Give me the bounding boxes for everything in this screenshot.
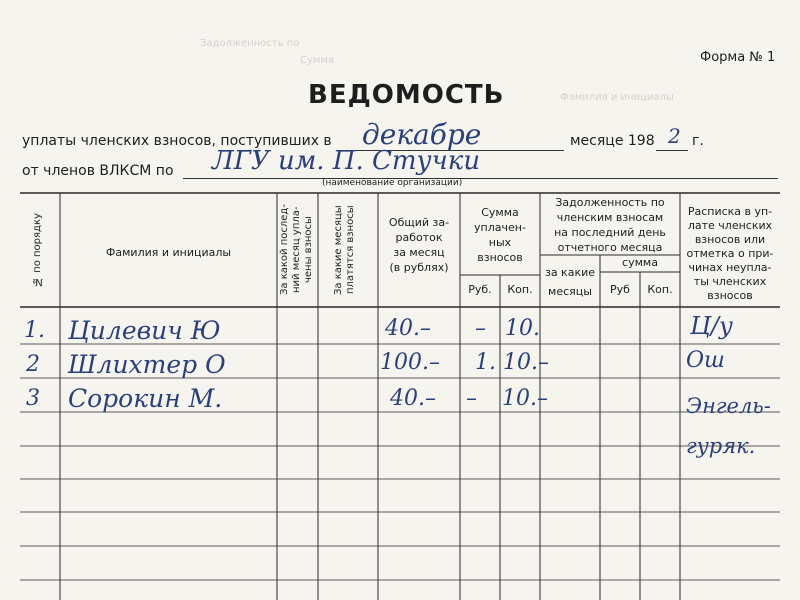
column-header-name: Фамилия и инициалы [105,246,232,259]
debt-line: на последний день [554,226,666,239]
org-handwritten: ЛГУ им. П. Стучки [212,146,481,176]
column-header-debt-months [540,265,600,299]
receipt-line: ты членских [693,275,767,288]
receipt-line: взносов или [694,233,766,246]
paid-sum-line: взносов [477,251,523,264]
receipt-line: лате членских [687,219,773,232]
row-paid-kop: 10. [505,316,540,341]
column-header-debt-sum: сумма [622,256,658,269]
row-earnings: 40.– [385,316,431,341]
row-paid-rub: – [466,386,477,411]
year-digit-handwritten: 2 [668,124,681,148]
debt-months-line: месяцы [548,285,592,298]
row-name: Сорокин М. [68,384,223,413]
debt-months-line: за какие [544,266,596,279]
form-number: Форма № 1 [700,50,776,65]
row-paid-rub: – [475,316,486,341]
bleed-through-text: Фамилия и инициалы [560,92,674,103]
column-header-debt [540,195,680,255]
earnings-line: Общий за- [388,216,450,229]
bleed-through-text: Задолженность по [200,38,300,49]
row-number: 3 [26,386,40,411]
column-header-paid-sum [460,205,540,265]
debt-line: Задолженность по [555,196,665,209]
row-earnings: 40.– [390,386,436,411]
column-header-number: № по порядку [32,213,43,287]
earnings-line: работок [395,231,443,244]
column-header-debt-kop: Коп. [647,283,673,296]
org-caption: (наименование организации) [322,178,463,188]
row-signature: Энгель-гуряк. [686,394,771,458]
line2-prefix: от членов ВЛКСМ по [22,163,174,179]
bleed-through-text: Сумма [300,55,335,66]
row-name: Цилевич Ю [68,316,221,345]
column-header-earnings [378,215,460,275]
debt-line: отчетного месяца [557,241,663,254]
earnings-line: за месяц [393,246,445,259]
paid-sum-line: уплачен- [474,221,526,234]
month-handwritten: декабре [362,118,482,151]
row-signature: Ош [686,348,725,373]
receipt-line: Расписка в уп- [687,205,773,218]
column-header-last-month: За какой послед-ний месяц упла-чены взносы [279,204,314,296]
receipt-line: отметка о при- [686,247,774,260]
column-header-paid-kop: Коп. [507,283,533,296]
document-title: ВЕДОМОСТЬ [308,80,505,110]
row-earnings: 100.– [380,350,440,375]
row-number: 1. [24,318,45,343]
row-paid-rub: 1. [475,350,496,375]
earnings-line: (в рублях) [389,261,449,274]
paid-sum-line: Сумма [481,206,519,219]
receipt-line: взносов [707,289,753,302]
line1-middle: месяце 198 [570,133,655,149]
row-paid-kop: 10.– [502,386,548,411]
row-number: 2 [26,352,40,377]
row-signature: Ц/у [690,312,733,340]
debt-line: членским взносам [556,211,664,224]
receipt-line: чинах неупла- [688,261,772,274]
column-header-receipt [680,205,780,303]
column-header-debt-rub: Руб [610,283,630,296]
row-paid-kop: 10.– [503,350,549,375]
column-header-paid-rub: Руб. [468,283,492,296]
line1-suffix: г. [692,133,704,149]
column-header-months-paid: За какие месяцы платятся взносы [333,205,356,295]
line1-prefix: уплаты членских взносов, поступивших в [22,133,332,149]
row-name: Шлихтер О [68,350,226,379]
paid-sum-line: ных [488,236,512,249]
